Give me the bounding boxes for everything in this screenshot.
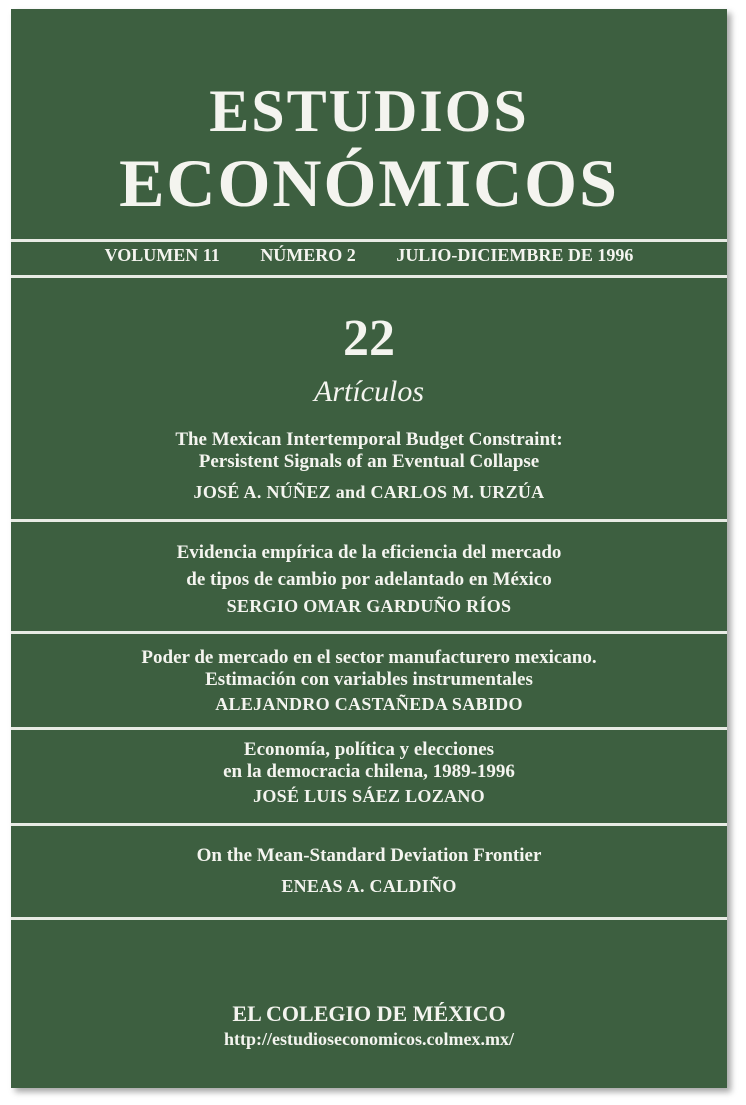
article-title: en la democracia chilena, 1989-1996 [223,761,515,782]
volume-label: VOLUMEN 11 [104,245,220,265]
divider-rule [11,631,727,634]
article-entry [11,647,727,715]
article-entry [11,739,727,807]
article-entry [11,539,727,617]
article-entry [11,429,727,503]
article-title: Economía, política y elecciones [243,739,495,760]
article-title: Evidencia empírica de la eficiencia del mercado [176,542,562,563]
divider-rule [11,519,727,522]
journal-url: http://estudioseconomicos.colmex.mx/ [224,1029,514,1049]
article-title: Estimación con variables instrumentales [205,669,533,690]
journal-title-line1: ESTUDIOS [209,78,529,144]
divider-rule [11,917,727,920]
article-title: On the Mean-Standard Deviation Frontier [196,845,542,866]
divider-rule [11,275,727,278]
divider-rule [11,239,727,242]
article-authors: JOSÉ A. NÚÑEZ and CARLOS M. URZÚA [193,482,545,502]
divider-rule [11,727,727,730]
issue-number: 22 [343,310,395,367]
journal-cover [11,9,727,1088]
article-title: de tipos de cambio por adelantado en México [186,569,552,590]
article-authors: ENEAS A. CALDIÑO [281,876,457,896]
section-label: Artículos [314,375,424,408]
journal-title-line2: ECONÓMICOS [119,145,619,221]
article-title: The Mexican Intertemporal Budget Constraint: [175,429,563,450]
article-authors: SERGIO OMAR GARDUÑO RÍOS [226,596,512,616]
article-authors: JOSÉ LUIS SÁEZ LOZANO [253,786,485,806]
divider-rule [11,823,727,826]
number-label: NÚMERO 2 [260,245,356,265]
article-entry [11,845,727,897]
article-title: Persistent Signals of an Eventual Collapse [198,451,540,472]
issue-info-bar [11,245,727,266]
article-title: Poder de mercado en el sector manufacturero mexicano. [141,647,597,668]
publisher-name: EL COLEGIO DE MÉXICO [232,1001,506,1026]
article-authors: ALEJANDRO CASTAÑEDA SABIDO [215,694,523,714]
period-label: JULIO-DICIEMBRE DE 1996 [396,245,634,265]
